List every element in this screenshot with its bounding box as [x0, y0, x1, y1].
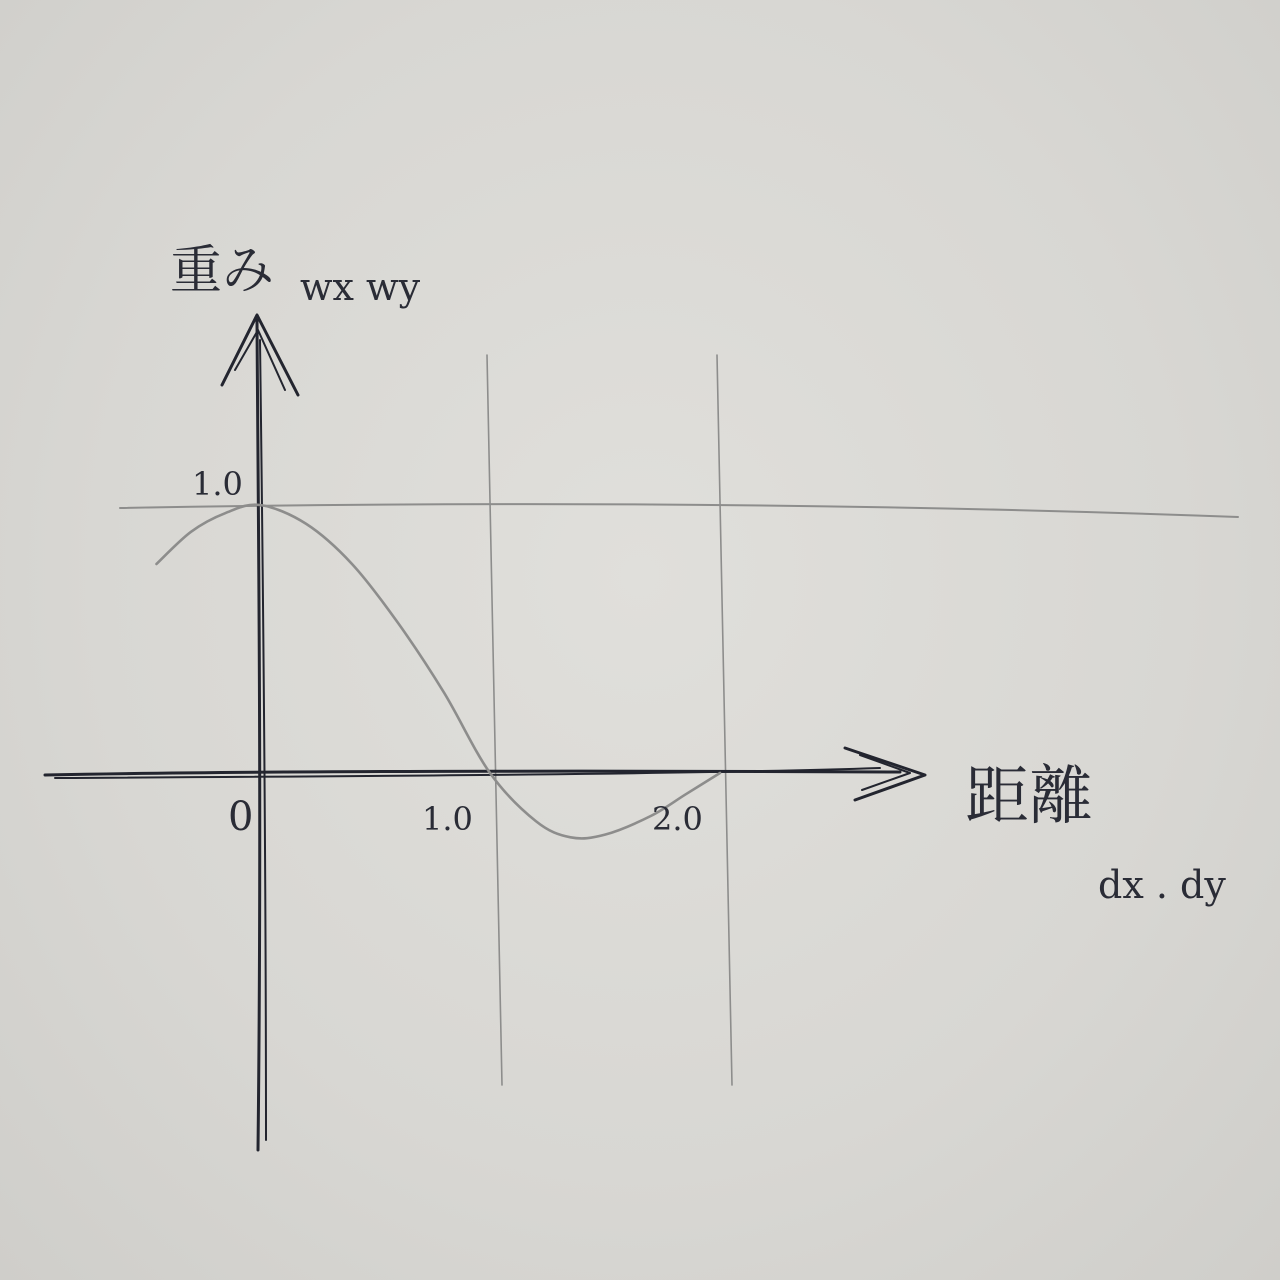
- x-axis-vars: dx . dy: [1098, 863, 1226, 907]
- y-axis-line: [257, 320, 260, 1150]
- x-tick-label: 1.0: [422, 800, 473, 838]
- y-tick-label: 1.0: [192, 465, 243, 503]
- weight-curve-layer: [157, 505, 721, 839]
- tick-labels: [192, 465, 703, 840]
- x-axis-arrowhead: [845, 748, 925, 800]
- axes: [45, 315, 925, 1150]
- x-tick-label: 0: [228, 794, 254, 840]
- y-axis-vars: wx wy: [300, 265, 421, 309]
- y-axis-label: 重み: [170, 241, 275, 301]
- vertical-guide-line: [487, 355, 502, 1085]
- weight-curve-line: [157, 505, 721, 839]
- x-axis-label: 距離: [965, 760, 1093, 834]
- pencil-guide-lines: [120, 355, 1238, 1085]
- vertical-guide-line: [717, 355, 732, 1085]
- horizontal-guide-line: [120, 504, 1238, 517]
- x-tick-label: 2.0: [652, 800, 703, 838]
